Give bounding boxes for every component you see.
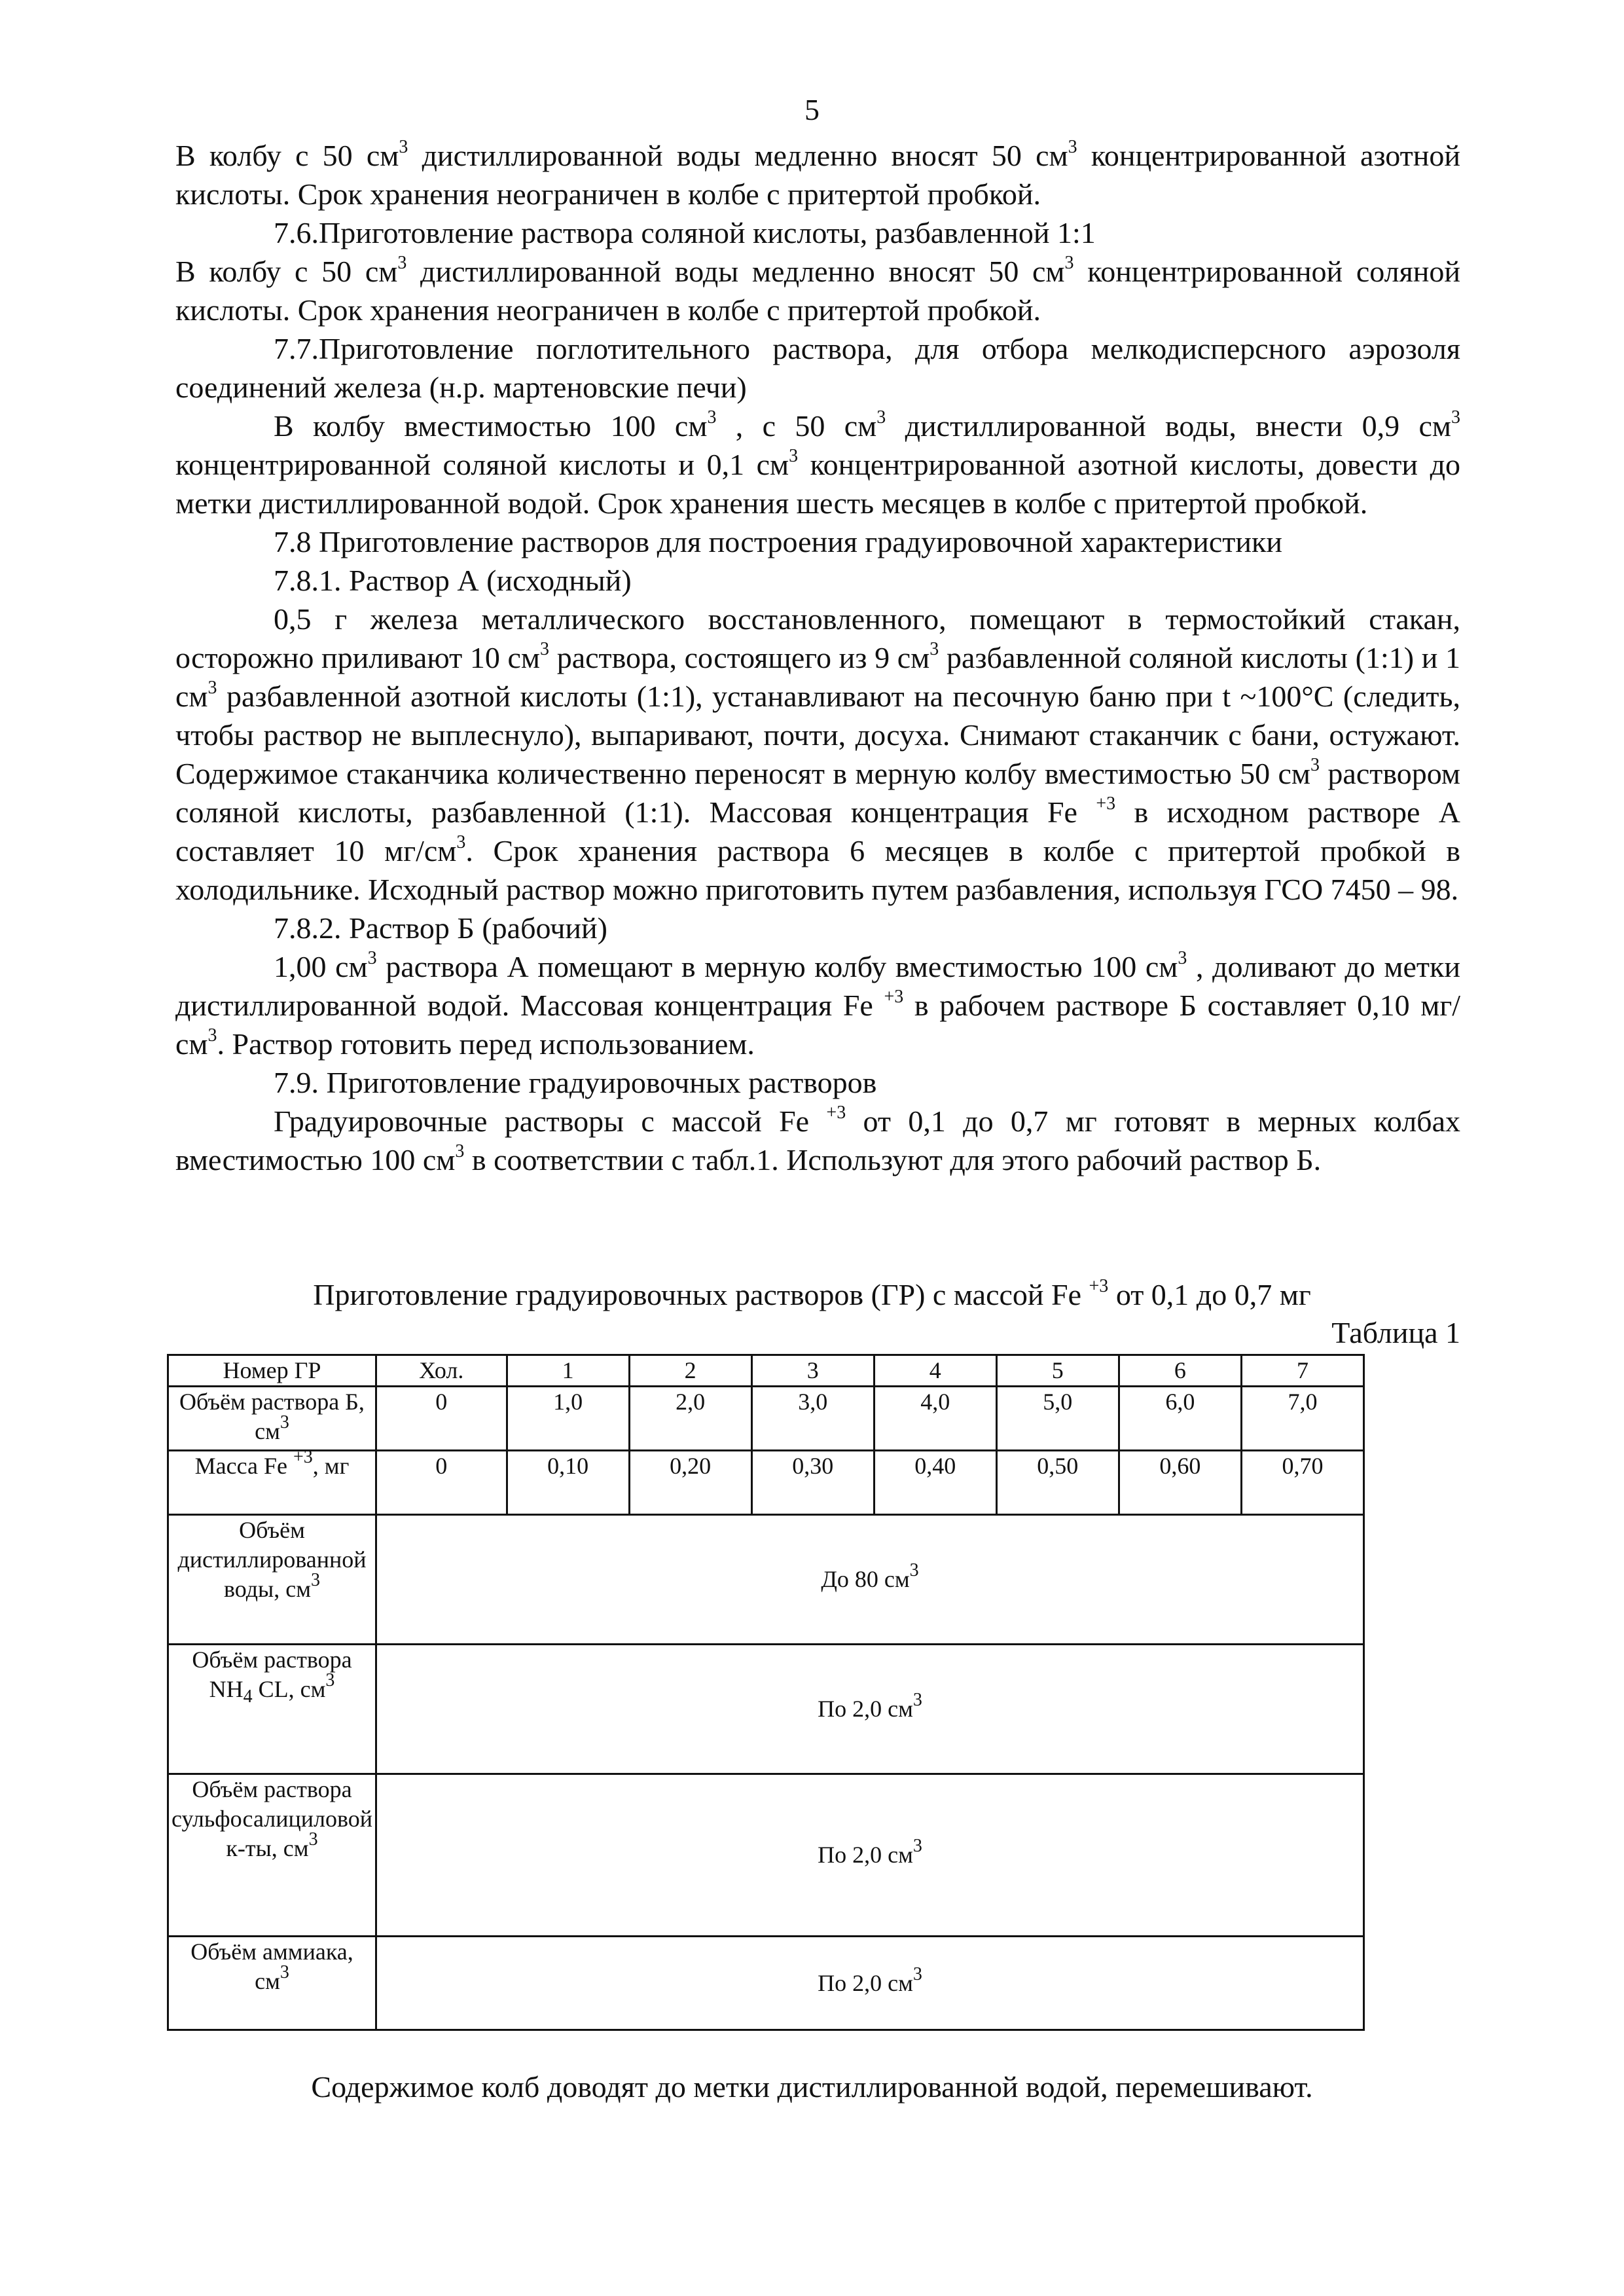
table-row-label <box>168 1645 376 1774</box>
paragraph-text: дистиллированной воды медленно вносят 50 см <box>408 139 1068 172</box>
table-row <box>168 1645 1364 1774</box>
paragraph-text: в рабочем растворе Б составляет 0,10 мг/см <box>175 989 1460 1061</box>
row-label-text: Объём раствора NH <box>192 1647 352 1702</box>
footer-note: Содержимое колб доводят до метки дистиллированной водой, перемешивают. <box>311 2070 1313 2104</box>
paragraph-text: В колбу вместимостью 100 см <box>274 409 708 443</box>
table-merged-cell <box>376 1645 1363 1774</box>
paragraph <box>175 947 1460 1063</box>
table-cell: 0 <box>376 1451 507 1515</box>
merged-cell-superscript: 3 <box>912 1836 922 1856</box>
table-merged-cell <box>376 1515 1363 1645</box>
merged-cell-text: По 2,0 см <box>818 1969 913 1996</box>
paragraph-text: раствора А помещают в мерную колбу вместимостью 100 см <box>376 950 1178 983</box>
merged-cell-superscript: 3 <box>912 1963 922 1984</box>
paragraph-superscript: 3 <box>208 1025 217 1046</box>
row-label-text: Объём дистиллированной воды, см <box>177 1517 367 1602</box>
paragraph-text: дистиллированной воды, внести 0,9 см <box>886 409 1451 443</box>
paragraph-superscript: +3 <box>826 1102 846 1123</box>
paragraph-superscript: 3 <box>208 677 217 698</box>
paragraph-superscript: 3 <box>399 136 408 157</box>
row-label-superscript: +3 <box>293 1447 313 1467</box>
paragraph-text: от 0,1 до 0,7 мг готовят в мерных колбах вместимостью 100 см <box>175 1104 1460 1176</box>
table-cell: 0,10 <box>507 1451 629 1515</box>
paragraph-text: В колбу с 50 см <box>175 255 398 288</box>
table-cell: 4,0 <box>874 1387 996 1451</box>
paragraph <box>175 329 1460 407</box>
table-cell: 0 <box>376 1387 507 1451</box>
paragraph-text: в исходном растворе А составляет 10 мг/см <box>175 795 1460 867</box>
paragraph <box>175 407 1460 522</box>
paragraph-superscript: 3 <box>1310 754 1320 775</box>
paragraph <box>175 522 1460 561</box>
paragraph-text: Градуировочные растворы с массой Fe <box>274 1104 827 1138</box>
paragraph <box>175 1063 1460 1102</box>
table-row-label <box>168 1774 376 1937</box>
paragraph-text: 7.6.Приготовление раствора соляной кислоты, разбавленной 1:1 <box>274 216 1096 249</box>
row-label-text: , мг <box>312 1453 350 1479</box>
table-row <box>168 1451 1364 1515</box>
row-label-subscript: 4 <box>243 1686 253 1707</box>
table-header-label: Номер ГР <box>168 1355 376 1387</box>
paragraph-superscript: 3 <box>707 407 717 428</box>
paragraph-text: концентрированной азотной кислоты, довести до метки дистиллированной водой. Срок хранения шесть месяцев в колбе с притертой пробкой. <box>175 448 1460 520</box>
table-column-header: 7 <box>1241 1355 1363 1387</box>
table-merged-cell <box>376 1937 1363 2030</box>
row-label-text: Масса Fe <box>194 1453 293 1479</box>
row-label-superscript: 3 <box>308 1829 318 1850</box>
body-text <box>175 136 1460 1179</box>
table-row-label <box>168 1937 376 2030</box>
paragraph-text: разбавленной соляной кислоты (1:1) и 1 см <box>175 641 1460 713</box>
paragraph-superscript: 3 <box>456 831 466 852</box>
table-row-label <box>168 1515 376 1645</box>
paragraph-text: 0,5 г железа металлического восстановленного, помещают в термостойкий стакан, осторожно приливают 10 см <box>175 602 1460 674</box>
table-column-header: Хол. <box>376 1355 507 1387</box>
paragraph-superscript: 3 <box>1178 947 1187 968</box>
table-column-header: 1 <box>507 1355 629 1387</box>
table-cell: 5,0 <box>996 1387 1119 1451</box>
paragraph-text: 7.7.Приготовление поглотительного раствора, для отбора мелкодисперсного аэрозоля соединений железа (н.р. мартеновские печи) <box>175 332 1460 404</box>
table-cell: 0,60 <box>1119 1451 1241 1515</box>
row-label-superscript: 3 <box>325 1670 335 1690</box>
paragraph-text: концентрированной азотной кислоты. Срок хранения неограничен в колбе с притертой пробкой. <box>175 139 1460 211</box>
paragraph-text: 7.8.1. Раствор А (исходный) <box>274 564 632 597</box>
caption-text: Приготовление градуировочных растворов (ГР) с массой Fe <box>313 1278 1089 1311</box>
paragraph-superscript: 3 <box>929 638 939 659</box>
table-cell: 1,0 <box>507 1387 629 1451</box>
table-row <box>168 1515 1364 1645</box>
paragraph-text: разбавленной азотной кислоты (1:1), устанавливают на песочную баню при t ~100°С (следить, чтобы раствор не выплеснуло), выпаривают, почти, досуха. Снимают стаканчик с бани, остужают. Содержимое стаканчика количественно переносят в мерную колбу вместимостью 50 см <box>175 680 1460 790</box>
page-number: 5 <box>804 93 820 126</box>
paragraph <box>175 1102 1460 1179</box>
caption-text: от 0,1 до 0,7 мг <box>1108 1278 1311 1311</box>
table-caption <box>0 1275 1624 1314</box>
paragraph-text: концентрированной соляной кислоты. Срок хранения неограничен в колбе с притертой пробкой. <box>175 255 1461 327</box>
paragraph-superscript: 3 <box>367 947 377 968</box>
table-cell: 6,0 <box>1119 1387 1241 1451</box>
table-row <box>168 1387 1364 1451</box>
paragraph-text: В колбу с 50 см <box>175 139 399 172</box>
row-label-text: CL, см <box>252 1676 326 1702</box>
merged-cell-superscript: 3 <box>909 1560 919 1580</box>
paragraph-text: в соответствии с табл.1. Используют для этого рабочий раствор Б. <box>464 1143 1322 1176</box>
paragraph-superscript: +3 <box>1096 793 1116 814</box>
merged-cell-text: По 2,0 см <box>818 1842 913 1868</box>
row-label-superscript: 3 <box>280 1962 289 1982</box>
merged-cell-superscript: 3 <box>912 1690 922 1710</box>
table-label: Таблица 1 <box>1331 1316 1460 1349</box>
paragraph-superscript: 3 <box>397 252 407 273</box>
paragraph-text: 1,00 см <box>274 950 368 983</box>
table-cell: 3,0 <box>751 1387 874 1451</box>
merged-cell-text: До 80 см <box>821 1566 910 1592</box>
paragraph-superscript: 3 <box>1064 252 1074 273</box>
paragraph-text: раствора, состоящего из 9 см <box>549 641 930 674</box>
paragraph-text: дистиллированной воды медленно вносят 50 см <box>406 255 1065 288</box>
row-label-superscript: 3 <box>280 1412 289 1432</box>
paragraph-superscript: 3 <box>455 1140 465 1161</box>
row-label-text: Объём раствора сульфосалициловой к-ты, см <box>171 1776 372 1861</box>
paragraph-text: раствором соляной кислоты, разбавленной (1:1). Массовая концентрация Fe <box>175 757 1460 829</box>
paragraph-superscript: 3 <box>1068 136 1077 157</box>
table-cell: 7,0 <box>1241 1387 1363 1451</box>
paragraph-superscript: 3 <box>876 407 886 428</box>
table-row-label <box>168 1447 376 1515</box>
table-cell: 0,30 <box>751 1451 874 1515</box>
table-column-header: 2 <box>629 1355 751 1387</box>
row-label-text: Объём раствора Б, см <box>179 1389 365 1444</box>
table-cell: 2,0 <box>629 1387 751 1451</box>
caption-superscript: +3 <box>1089 1275 1109 1296</box>
paragraph-text: концентрированной соляной кислоты и 0,1 см <box>175 448 789 481</box>
paragraph-superscript: 3 <box>1451 407 1460 428</box>
paragraph <box>175 600 1460 909</box>
row-label-superscript: 3 <box>310 1570 320 1590</box>
paragraph-text: 7.9. Приготовление градуировочных растворов <box>274 1066 877 1099</box>
paragraph-superscript: +3 <box>884 986 904 1007</box>
paragraph <box>175 909 1460 947</box>
paragraph <box>175 561 1460 600</box>
paragraph-text: 7.8 Приготовление растворов для построения градуировочной характеристики <box>274 525 1282 558</box>
table-row <box>168 1937 1364 2030</box>
paragraph <box>175 136 1460 213</box>
table-column-header: 5 <box>996 1355 1119 1387</box>
paragraph-text: . Раствор готовить перед использованием. <box>217 1027 755 1061</box>
table-row-label <box>168 1387 376 1451</box>
table-row <box>168 1774 1364 1937</box>
paragraph <box>175 213 1460 252</box>
paragraph-superscript: 3 <box>789 445 799 466</box>
table-column-header: 4 <box>874 1355 996 1387</box>
calibration-table <box>167 1354 1365 2031</box>
table-cell: 0,70 <box>1241 1451 1363 1515</box>
merged-cell-text: По 2,0 см <box>818 1696 913 1722</box>
row-label-text: Объём аммиака, см <box>190 1939 353 1994</box>
table-cell: 0,20 <box>629 1451 751 1515</box>
table-header-row <box>168 1355 1364 1387</box>
paragraph <box>175 252 1460 329</box>
table-column-header: 6 <box>1119 1355 1241 1387</box>
table-cell: 0,40 <box>874 1451 996 1515</box>
paragraph-text: , доливают до метки дистиллированной водой. Массовая концентрация Fe <box>175 950 1461 1022</box>
table-column-header: 3 <box>751 1355 874 1387</box>
paragraph-text: 7.8.2. Раствор Б (рабочий) <box>274 911 607 945</box>
paragraph-text: . Срок хранения раствора 6 месяцев в колбе с притертой пробкой в холодильнике. Исходный раствор можно приготовить путем разбавления, используя ГСО 7450 – 98. <box>175 834 1460 906</box>
paragraph-superscript: 3 <box>540 638 550 659</box>
table-merged-cell <box>376 1774 1363 1937</box>
table-cell: 0,50 <box>996 1451 1119 1515</box>
paragraph-text: , с 50 см <box>716 409 877 443</box>
